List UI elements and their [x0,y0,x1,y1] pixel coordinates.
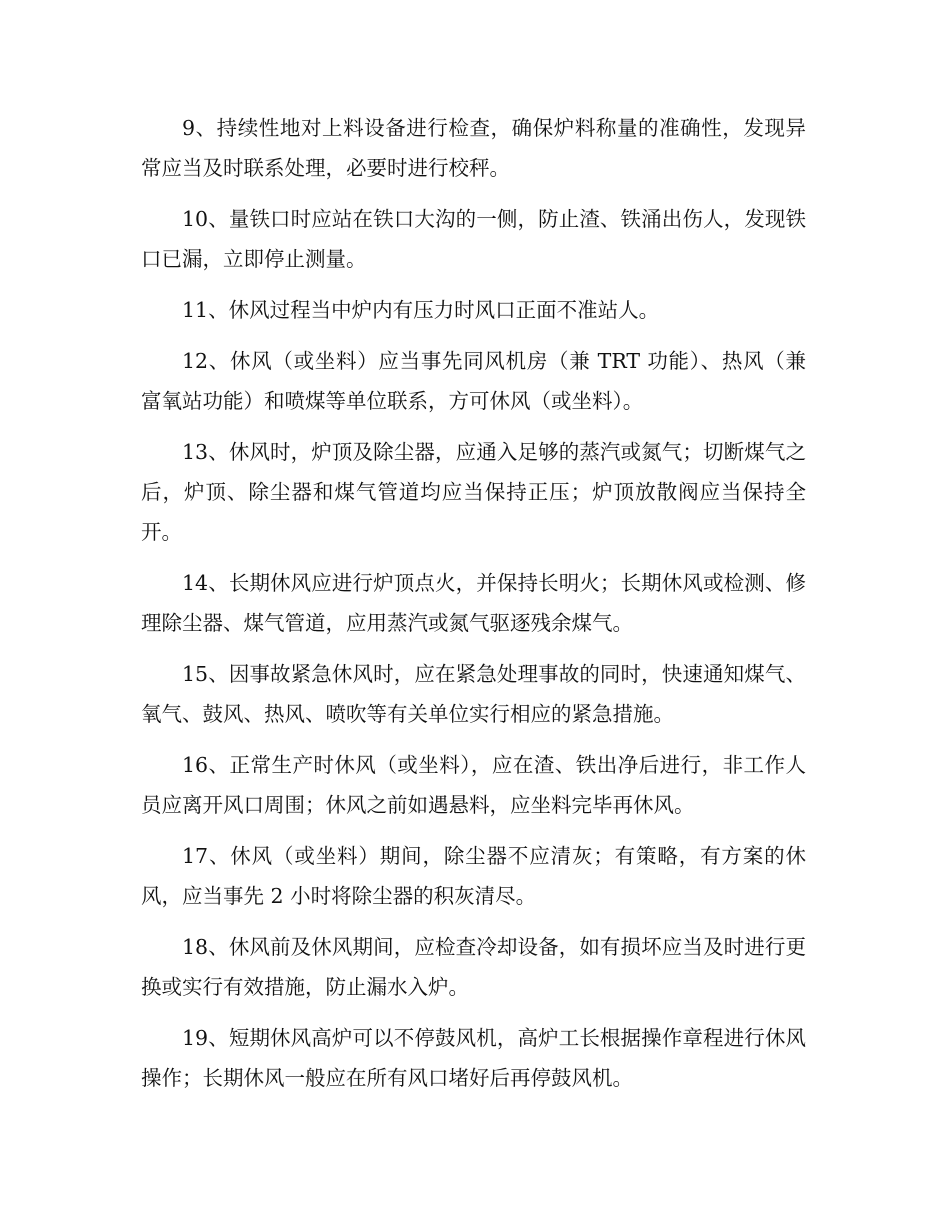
paragraph-item-12: 12、休风（或坐料）应当事先同风机房（兼 TRT 功能）、热风（兼富氧站功能）和喷煤等单位联系，方可休风（或坐料）。 [141,349,806,413]
paragraph-item-9: 9、持续性地对上料设备进行检查，确保炉料称量的准确性，发现异常应当及时联系处理，必要时进行校秤。 [141,116,806,180]
paragraph-item-17: 17、休风（或坐料）期间，除尘器不应清灰；有策略，有方案的休风，应当事先 2 小时将除尘器的积灰清尽。 [141,844,806,908]
paragraph-item-16: 16、正常生产时休风（或坐料），应在渣、铁出净后进行，非工作人员应离开风口周围；休风之前如遇悬料，应坐料完毕再休风。 [141,753,806,817]
paragraph-item-10: 10、量铁口时应站在铁口大沟的一侧，防止渣、铁涌出伤人，发现铁口已漏，立即停止测量。 [141,207,806,271]
paragraph-item-13: 13、休风时，炉顶及除尘器，应通入足够的蒸汽或氮气；切断煤气之后，炉顶、除尘器和煤气管道均应当保持正压；炉顶放散阀应当保持全开。 [141,440,806,544]
paragraph-item-14: 14、长期休风应进行炉顶点火，并保持长明火；长期休风或检测、修理除尘器、煤气管道，应用蒸汽或氮气驱逐残余煤气。 [141,571,806,635]
document-page [141,108,806,1109]
paragraph-item-19: 19、短期休风高炉可以不停鼓风机，高炉工长根据操作章程进行休风操作；长期休风一般应在所有风口堵好后再停鼓风机。 [141,1026,806,1090]
paragraph-item-15: 15、因事故紧急休风时，应在紧急处理事故的同时，快速通知煤气、氧气、鼓风、热风、喷吹等有关单位实行相应的紧急措施。 [141,662,806,726]
paragraph-item-18: 18、休风前及休风期间，应检查冷却设备，如有损坏应当及时进行更换或实行有效措施，防止漏水入炉。 [141,935,806,999]
paragraph-item-11: 11、休风过程当中炉内有压力时风口正面不准站人。 [182,298,660,322]
